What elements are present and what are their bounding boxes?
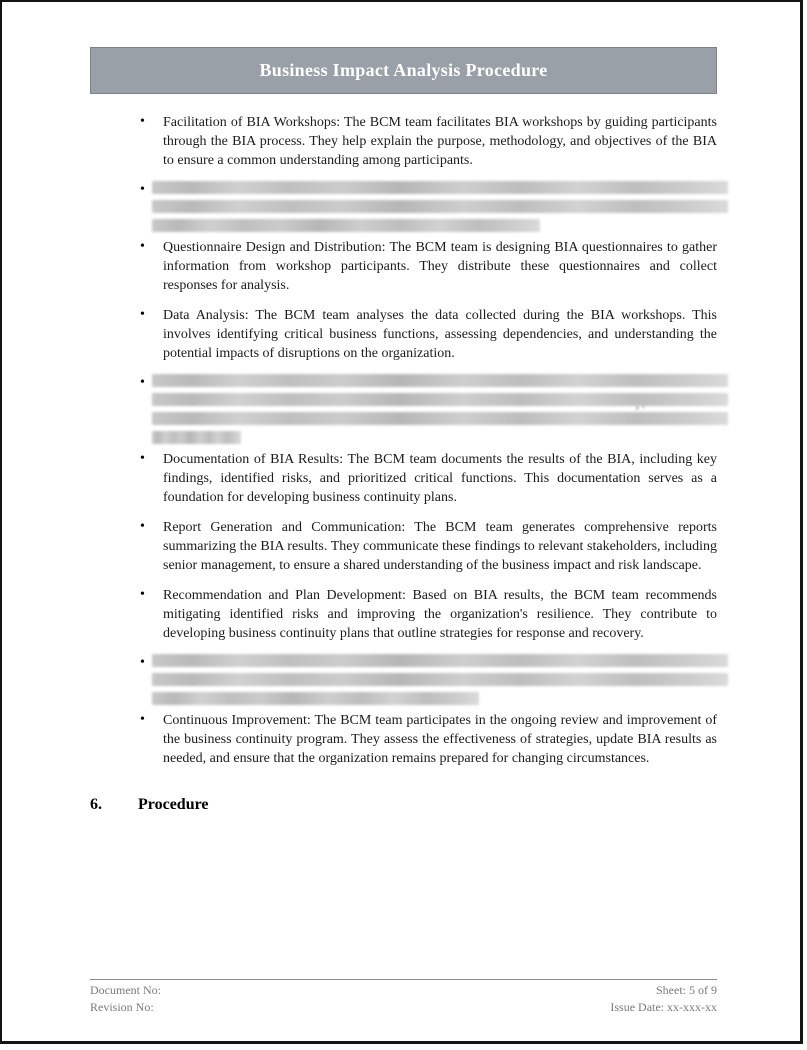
list-item	[90, 181, 717, 232]
bullet-marker-icon: •	[140, 375, 145, 390]
list-item	[90, 238, 717, 295]
bullet-text: Data Analysis: The BCM team analyses the data collected during the BIA workshops. This involves identifying critical business functions, assessing dependencies, and understanding the potential impacts of disruptions on the organization.	[163, 308, 717, 361]
list-item	[90, 654, 717, 705]
list-item	[90, 711, 717, 768]
list-item	[90, 113, 717, 170]
bullet-text: Facilitation of BIA Workshops: The BCM team facilitates BIA workshops by guiding participants through the BIA process. They help explain the purpose, methodology, and objectives of the BIA to ensure a common understanding among participants.	[163, 115, 717, 168]
page-footer	[90, 979, 717, 1016]
redacted-text-line	[152, 393, 728, 411]
footer-sheet-number: Sheet: 5 of 9	[656, 983, 717, 997]
list-item	[90, 518, 717, 575]
bullet-text: Documentation of BIA Results: The BCM team documents the results of the BIA, including key findings, identified risks, and prioritized critical functions. This documentation serves as a foundation for developing business continuity plans.	[163, 452, 717, 505]
footer-left-column	[90, 982, 161, 1016]
redacted-text-line	[152, 219, 540, 232]
footer-revision-no: Revision No:	[90, 1000, 154, 1014]
document-title-banner	[90, 47, 717, 94]
unredacted-text-fragment: , .	[635, 397, 645, 411]
footer-right-column	[610, 982, 717, 1016]
footer-issue-date: Issue Date: xx-xxx-xx	[610, 1000, 717, 1014]
bullet-text: Recommendation and Plan Development: Based on BIA results, the BCM team recommends mitigating identified risks and improving the organization's resilience. They contribute to developing business continuity plans that outline strategies for response and recovery.	[163, 588, 717, 641]
bullet-marker-icon: •	[140, 307, 145, 322]
bullet-list	[90, 113, 717, 768]
redacted-text-line	[152, 654, 728, 667]
list-item	[90, 374, 717, 444]
bullet-text: Questionnaire Design and Distribution: The BCM team is designing BIA questionnaires to gather information from workshop participants. They distribute these questionnaires and collect responses for analysis.	[163, 240, 717, 293]
section-heading	[90, 796, 717, 814]
redacted-text-line	[152, 374, 728, 387]
bullet-marker-icon: •	[140, 655, 145, 670]
bullet-marker-icon: •	[140, 182, 145, 197]
document-body	[90, 113, 717, 814]
bullet-marker-icon: •	[140, 114, 145, 129]
bullet-marker-icon: •	[140, 451, 145, 466]
redacted-text-line	[152, 431, 241, 444]
section-title: Procedure	[138, 796, 209, 813]
redacted-text-line	[152, 412, 728, 425]
list-item	[90, 450, 717, 507]
bullet-text: Report Generation and Communication: The BCM team generates comprehensive reports summarizing the BIA results. They communicate these findings to relevant stakeholders, including senior management, to ensure a shared understanding of the business impact and risk landscape.	[163, 520, 717, 573]
footer-document-no: Document No:	[90, 983, 161, 997]
redacted-text-line	[152, 181, 728, 194]
bullet-marker-icon: •	[140, 519, 145, 534]
redacted-text-line	[152, 200, 728, 213]
redacted-text-line	[152, 673, 728, 686]
section-number: 6.	[90, 796, 102, 813]
bullet-text: Continuous Improvement: The BCM team participates in the ongoing review and improvement of the business continuity program. They assess the effectiveness of strategies, update BIA results as needed, and ensure that the organization remains prepared for changing circumstances.	[163, 713, 717, 766]
bullet-marker-icon: •	[140, 587, 145, 602]
document-title: Business Impact Analysis Procedure	[259, 60, 548, 80]
list-item	[90, 306, 717, 363]
bullet-marker-icon: •	[140, 239, 145, 254]
bullet-marker-icon: •	[140, 712, 145, 727]
redacted-text-line	[152, 692, 479, 705]
list-item	[90, 586, 717, 643]
